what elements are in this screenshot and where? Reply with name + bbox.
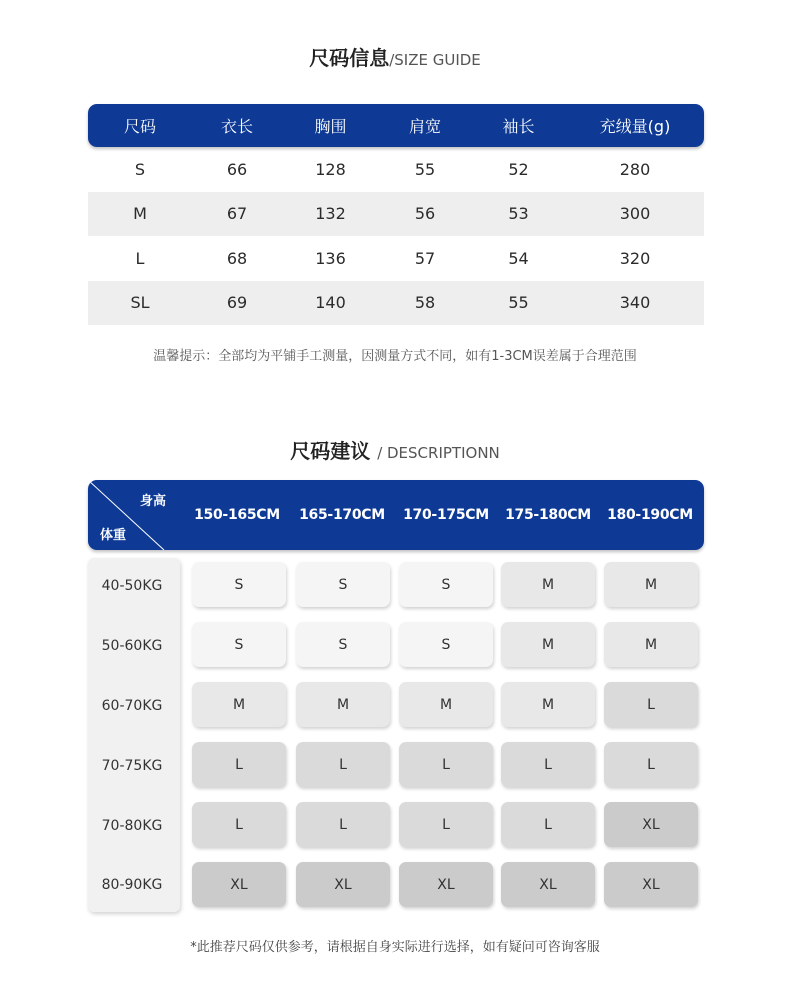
weight-label: 60-70KG	[101, 698, 163, 714]
recommendation-header	[88, 480, 704, 550]
height-range: 150-165CM	[194, 507, 280, 523]
table-cell: 56	[414, 204, 436, 224]
table-cell: 68	[226, 248, 248, 268]
size-cell: XL	[604, 862, 698, 907]
recommendation-title-cn: 尺码建议	[290, 439, 371, 463]
size-cell: S	[192, 562, 286, 607]
table-cell: 55	[414, 159, 436, 179]
size-guide-title-en: /SIZE GUIDE	[389, 51, 481, 69]
table-cell: 52	[508, 159, 529, 179]
table-cell: S	[134, 159, 146, 179]
size-cell: L	[296, 742, 390, 787]
weight-label: 50-60KG	[101, 638, 163, 654]
table-cell: 320	[619, 248, 651, 268]
table-cell: 128	[315, 159, 346, 179]
table-cell: 55	[508, 293, 529, 313]
size-guide-title	[0, 42, 790, 71]
table-cell: 69	[226, 293, 248, 313]
size-cell: L	[501, 802, 595, 847]
table-cell: 140	[315, 293, 346, 313]
table-row	[88, 236, 704, 281]
table-row	[88, 281, 704, 326]
weight-label: 70-75KG	[101, 758, 163, 774]
size-cell: L	[604, 742, 698, 787]
size-cell: XL	[501, 862, 595, 907]
size-cell: M	[604, 562, 698, 607]
size-cell: L	[501, 742, 595, 787]
height-range: 180-190CM	[607, 507, 693, 523]
size-cell: M	[501, 682, 595, 727]
table-cell: 66	[226, 159, 248, 179]
recommendation-title	[0, 435, 790, 464]
table-row	[88, 147, 704, 192]
height-range: 165-170CM	[299, 507, 385, 523]
table-cell: 57	[414, 248, 436, 268]
table-cell: 54	[508, 248, 529, 268]
table-cell: 53	[508, 204, 529, 224]
size-cell: S	[399, 622, 493, 667]
size-guide-body	[88, 147, 704, 325]
table-cell: 67	[226, 204, 248, 224]
size-cell: L	[296, 802, 390, 847]
size-cell: L	[192, 802, 286, 847]
size-cell: L	[399, 742, 493, 787]
size-cell: S	[192, 622, 286, 667]
table-cell: SL	[130, 293, 150, 313]
corner-height-label: 身高	[140, 494, 167, 509]
size-cell: S	[399, 562, 493, 607]
corner-weight-label: 体重	[100, 528, 127, 543]
header-chest: 胸围	[314, 117, 347, 136]
height-range: 170-175CM	[403, 507, 489, 523]
measurement-note: 温馨提示：全部均为平铺手工测量，因测量方式不同，如有1-3CM误差属于合理范围	[153, 349, 637, 364]
size-cell: M	[192, 682, 286, 727]
size-cell: XL	[604, 802, 698, 847]
size-cell: M	[501, 562, 595, 607]
table-cell: 280	[619, 159, 651, 179]
size-guide-title-cn: 尺码信息	[309, 46, 390, 70]
weight-column	[88, 558, 180, 912]
weight-label: 40-50KG	[101, 578, 163, 594]
size-cell: M	[296, 682, 390, 727]
size-cell: M	[604, 622, 698, 667]
header-shoulder: 肩宽	[408, 117, 441, 136]
size-guide-header-row	[88, 104, 704, 147]
table-cell: 58	[414, 293, 436, 313]
height-range: 175-180CM	[505, 507, 591, 523]
table-cell: 132	[315, 204, 346, 224]
header-sleeve: 袖长	[502, 117, 535, 136]
header-length: 衣长	[220, 117, 253, 136]
size-cell: S	[296, 562, 390, 607]
size-cell: XL	[192, 862, 286, 907]
table-cell: M	[133, 204, 147, 224]
table-row	[88, 192, 704, 237]
size-cell: L	[399, 802, 493, 847]
recommendation-note: *此推荐尺码仅供参考，请根据自身实际进行选择，如有疑问可咨询客服	[190, 940, 600, 955]
table-cell: 340	[619, 293, 651, 313]
table-cell: 136	[315, 248, 346, 268]
header-size: 尺码	[123, 117, 156, 136]
size-cell: L	[604, 682, 698, 727]
table-cell: L	[135, 248, 145, 268]
recommendation-title-en: / DESCRIPTIONN	[377, 444, 500, 462]
size-cell: M	[501, 622, 595, 667]
weight-label: 80-90KG	[101, 877, 163, 893]
size-cell: XL	[399, 862, 493, 907]
header-down-fill: 充绒量(g)	[599, 117, 671, 136]
weight-label: 70-80KG	[101, 818, 163, 834]
size-cell: L	[192, 742, 286, 787]
size-cell: M	[399, 682, 493, 727]
size-cell: S	[296, 622, 390, 667]
size-cell: XL	[296, 862, 390, 907]
table-cell: 300	[619, 204, 651, 224]
